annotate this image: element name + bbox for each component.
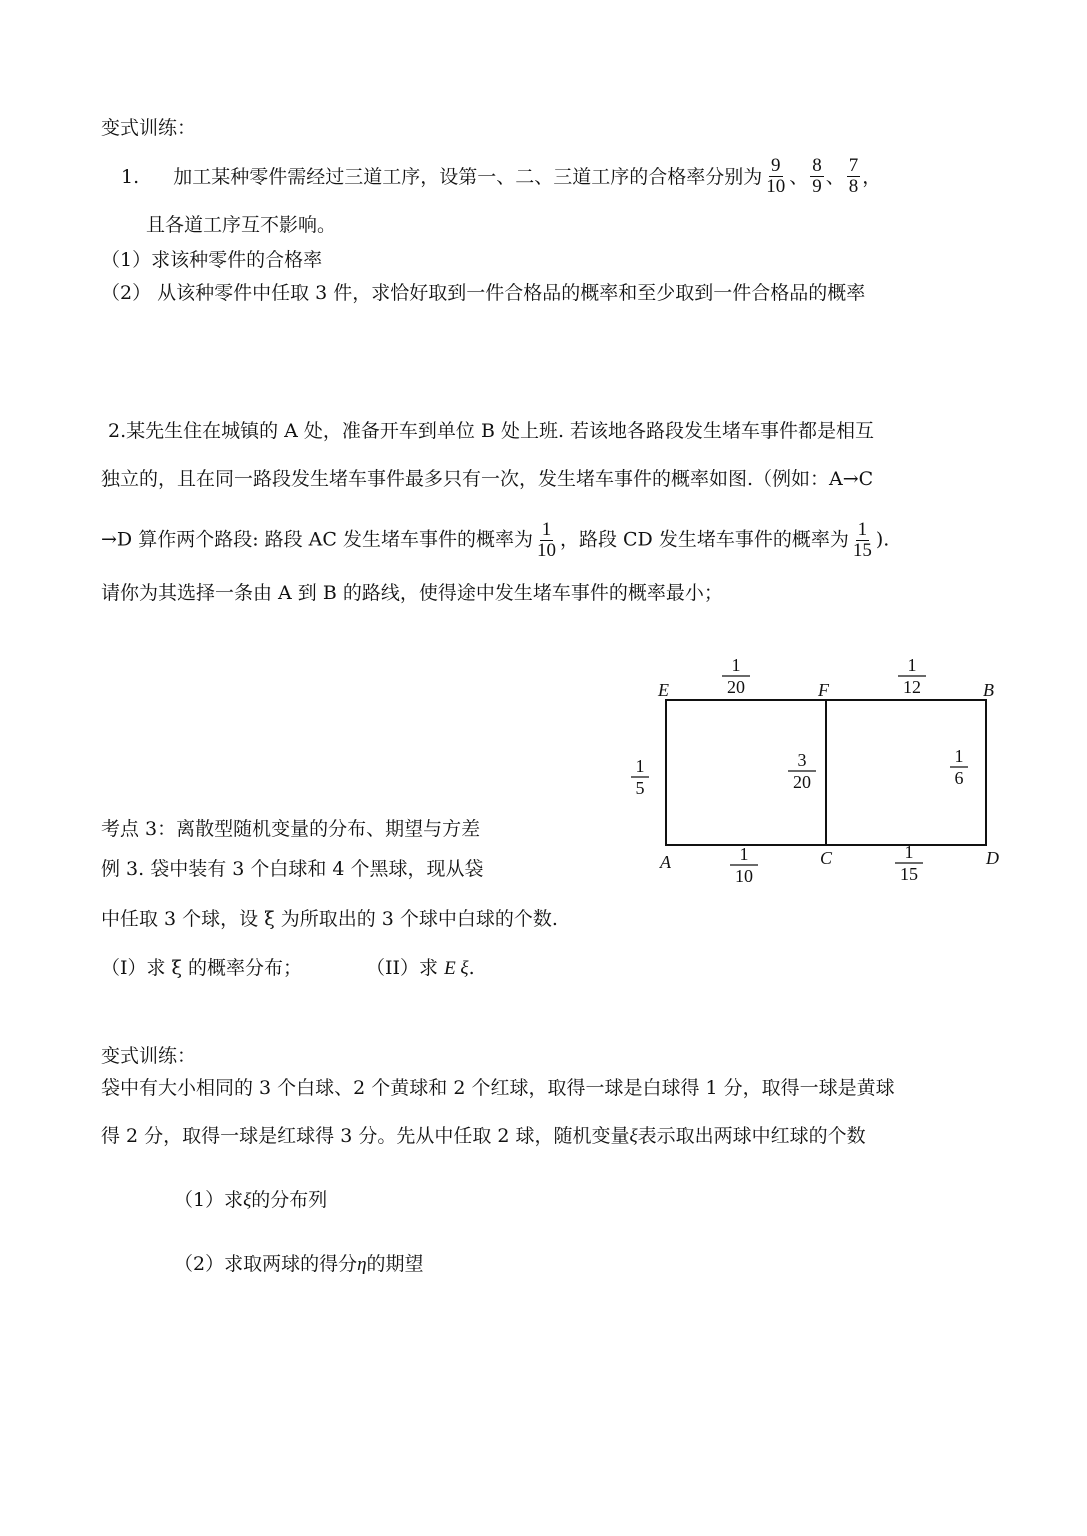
section-heading-2: 变式训练：	[101, 1045, 197, 1067]
exercise-question-2	[174, 1251, 424, 1278]
variable: ξ	[243, 1190, 252, 1211]
text: 的分布列	[251, 1189, 328, 1211]
problem-text: 加工某种零件需经过三道工序，设第一、二、三道工序的合格率分别为	[173, 166, 763, 188]
label-cf-num: 3	[797, 750, 807, 770]
label-ac-den: 10	[735, 866, 753, 886]
problem-1-line-2: 且各道工序互不影响。	[146, 214, 337, 236]
node-d: D	[986, 848, 999, 868]
text: ).	[875, 528, 890, 551]
fraction: $\frac{7}{8}$	[848, 155, 859, 197]
node-a: A	[660, 852, 671, 872]
text: .	[468, 957, 475, 979]
node-b: B	[983, 680, 994, 700]
variable: E ξ	[444, 958, 469, 979]
label-fb-den: 12	[903, 677, 921, 697]
label-cd-den: 15	[900, 864, 918, 884]
text: （2）求取两球的得分	[174, 1253, 358, 1275]
question-1: （1）求该种零件的合格率	[101, 249, 323, 271]
fraction: $\frac{8}{9}$	[812, 155, 822, 197]
problem-number: 1.	[121, 166, 140, 188]
text: 得 2 分，取得一球是红球得 3 分。先从中任取 2 球，随机变量	[101, 1125, 630, 1147]
label-ef-num: 1	[731, 655, 741, 675]
fraction: $\frac{1}{10}$	[536, 519, 556, 561]
variable: η	[357, 1254, 367, 1275]
node-e: E	[658, 680, 669, 700]
exercise-question-1	[174, 1187, 327, 1214]
example-3-line-1: 例 3. 袋中装有 3 个白球和 4 个黑球，现从袋	[101, 858, 484, 880]
fraction: $\frac{9}{10}$	[766, 155, 786, 197]
label-db-den: 6	[954, 768, 964, 788]
variable: ξ	[629, 1126, 638, 1147]
fraction: $\frac{1}{15}$	[852, 519, 872, 561]
separator: 、	[825, 166, 845, 188]
text: ，路段 CD 发生堵车事件的概率为	[559, 528, 849, 551]
problem-2-line-2: 独立的，且在同一路段发生堵车事件最多只有一次，发生堵车事件的概率如图.（例如：A→C	[101, 468, 874, 490]
problem-2-line-4: 请你为其选择一条由 A 到 B 的路线，使得途中发生堵车事件的概率最小；	[101, 582, 723, 604]
label-cf-den: 20	[793, 772, 811, 792]
topic-3-title: 考点 3：离散型随机变量的分布、期望与方差	[101, 818, 481, 840]
label-ac-num: 1	[739, 844, 749, 864]
label-cd-num: 1	[904, 842, 914, 862]
punctuation: ，	[862, 166, 882, 188]
example-3-question-2	[366, 955, 475, 982]
exercise-line-1: 袋中有大小相同的 3 个白球、2 个黄球和 2 个红球，取得一球是白球得 1 分，取得一球是黄球	[101, 1077, 895, 1099]
text: 的期望	[366, 1253, 424, 1275]
section-heading: 变式训练：	[101, 117, 197, 139]
node-f: F	[818, 680, 829, 700]
label-fb-num: 1	[907, 655, 917, 675]
text: 表示取出两球中红球的个数	[637, 1125, 866, 1147]
road-network-diagram	[620, 650, 1020, 890]
text: →D 算作两个路段: 路段 AC 发生堵车事件的概率为	[101, 528, 533, 551]
example-3-question-1: （I）求 ξ 的概率分布；	[101, 957, 303, 979]
question-2: （2） 从该种零件中任取 3 件，求恰好取到一件合格品的概率和至少取到一件合格品的概率	[101, 282, 866, 304]
label-db-num: 1	[954, 746, 964, 766]
label-ae-num: 1	[635, 756, 645, 776]
problem-2-line-1: 2.某先生住在城镇的 A 处，准备开车到单位 B 处上班. 若该地各路段发生堵车事件都是相互	[108, 420, 875, 442]
node-c: C	[820, 848, 833, 868]
label-ef-den: 20	[727, 677, 745, 697]
text: （1）求	[174, 1189, 244, 1211]
exercise-line-2	[101, 1123, 866, 1150]
text: （II）求	[366, 957, 445, 979]
example-3-line-2: 中任取 3 个球，设 ξ 为所取出的 3 个球中白球的个数.	[101, 908, 558, 930]
separator: 、	[789, 166, 809, 188]
label-ae-den: 5	[635, 778, 645, 798]
problem-1-line-1	[121, 155, 882, 197]
problem-2-line-3	[101, 520, 889, 561]
